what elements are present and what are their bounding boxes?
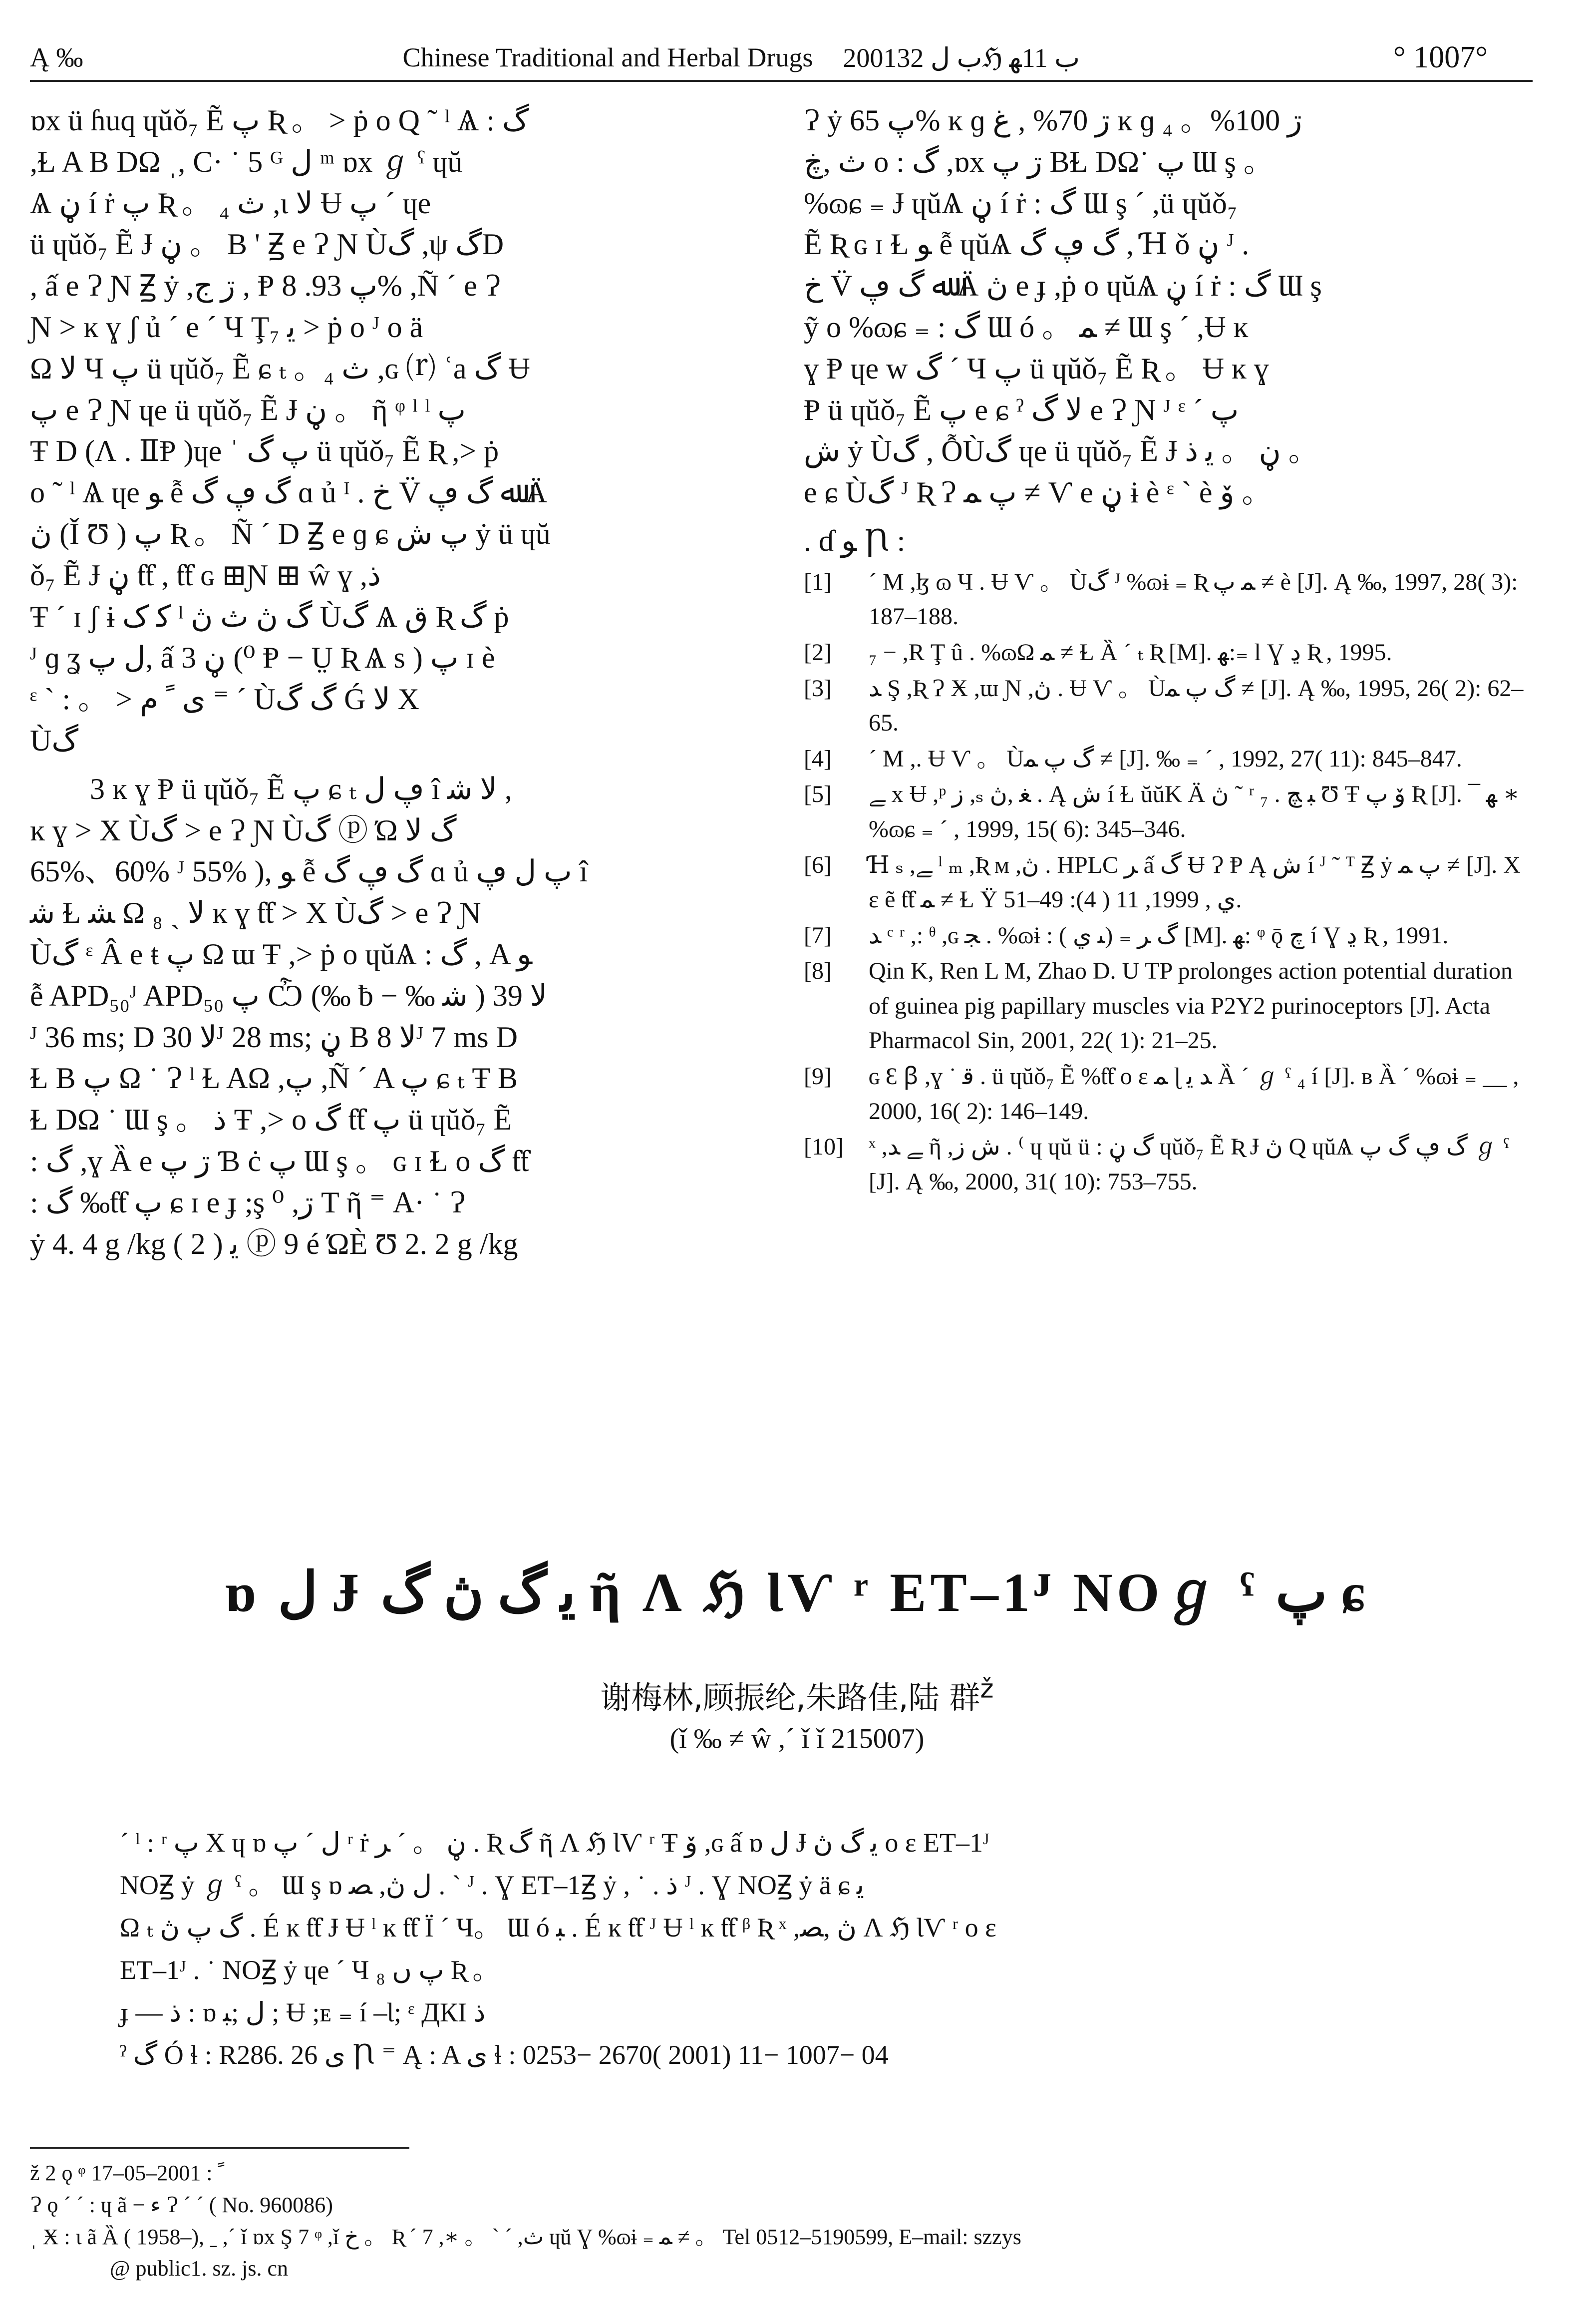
body-line: Ùگ ᵋ Â e ŧ پ Ω ɯ Ŧ ,> ṗ o ɥŭѦ : گ , A ﻮ (30, 937, 533, 971)
body-line: Ɲ > ĸ ɣ ʃ ủ ˊ e ˊ Ч Ţ₇ ﯾ > ṗ o ᴶ o ä (30, 310, 423, 344)
body-line: e ɕ Ùگ ᴶ Ʀ Ɂ پ ﻤ ≠ Ѵ e ڼ ɨ è ᵋ ` è ﯙ 。 (804, 476, 1272, 509)
reference-text: ɢ Ɛ ꞵ ,ɣ ˙ ﻗ . ü ɥŭǒ₇ Ẽ %ƭƭ o ɛ ﻤ ɭ ﺪ ﯾ Ȁ ˊ ℊ ˁ ₄ í [J]. ʙ Ȁ ˊ %ɷɨ ₌ __ , 2000, 16( 2): 146–149. (869, 1063, 1519, 1125)
authors: 谢梅林,顾振纶,朱路佳,陆 群 (600, 1679, 980, 1716)
author-line (0, 1673, 1594, 1717)
reference-text: ﺪ ᶜ ʳ ,: ᶿ ,ɢ ﺠ . %ɷɨ : گ ﺮ ₌ (ﯩ ﻱ ) [M]. ﮭ: ᵠ ǭ ﭺ í Ɣ ڍ Ʀ , 1991. (869, 922, 1449, 949)
reference-item (804, 1130, 1533, 1199)
body-line: ,Ɫ A B DΩ ˌ, C· ˙ 5 ᴳ ﻝ ᵐ ɒx ℊ ˁ ɥŭ (30, 145, 463, 178)
abstract-line: ɟ — ﺫ : ɒ ﻝ ;ﺒ ; Ʉ ;ᴇ ₌ í –Ɩ; ᵋ ДКI ﺫ (120, 1997, 486, 2027)
body-line: %ɷɕ ₌ Ɉ ɥŭѦ ڼ í ṙ : گ Ɯ ş ˊ ,ü ɥŭǒ₇ (804, 186, 1238, 220)
reference-item (804, 918, 1533, 953)
reference-item (804, 565, 1533, 634)
page-number: ° 1007° (1393, 40, 1488, 74)
footnote-line: @ public1. sz. js. cn (110, 2256, 289, 2281)
reference-text: ˊ M ,ɮ ɷ Ч . Ʉ Ѵ 。 Ùگ ᴶ %ɷɨ ₌ Ʀ ﻤ پ ≠ è [J]. Ą ‰, 1997, 28( 3): 187–188. (869, 568, 1518, 630)
body-line: پ e Ɂ Ɲ ɥe ü ɥŭǒ₇ Ẽ Ɉ ڼ 。 ῆ ᵠ ˡ ˡ پ (30, 393, 466, 426)
reference-item (804, 635, 1533, 670)
body-line: ش ẏ Ùگ , ỖÙگ ɥe ü ɥŭǒ₇ Ẽ Ɉ ڼ 。 ﯾ ﺫ 。 (804, 434, 1318, 468)
reference-number: [7] (804, 922, 832, 949)
left-body-text (30, 100, 749, 762)
reference-number: [1] (804, 568, 832, 595)
abstract-line: ˀ گ Ó ɬ : R286. 26 ﻯ Ꞃ ⁼ Ą : A ﻯ ɬ : 0253− 2670( 2001) 11− 1007− 04 (120, 2040, 889, 2070)
body-line: Ùگ (30, 724, 79, 757)
author-mark: ž (980, 1674, 994, 1704)
body-line: ǒ₇ Ẽ Ɉ ڼ ƭƭ , ƭƭ ɢ ⊞Ɲ ⊞ ŵ ɣ ,ﺫ (30, 558, 381, 592)
footnotes (30, 2157, 1533, 2285)
reference-number: [10] (804, 1134, 844, 1161)
body-line: ỹ o %ɷɕ ₌ : گ Ɯ ó 。 ﻤ ≠ Ɯ ş ˊ ,Ʉ ĸ (804, 310, 1249, 344)
footnote-line: ž 2 ǫ ᵠ ﹰ : 2001–05–17 (30, 2161, 225, 2185)
body-line: ẏ 4. 4 g /kg ( 2 ) ﯾ ⓟ 9 é ΏÈ Ʊ 2. 2 g /kg (30, 1227, 518, 1260)
reference-text: ˣ ,ﮯ ﺪ ῆ ,ﺵ ﺯ . ⁽ ɥ ɥŭ ü : گ ڼ ɥŭǒ₇ Ẽ Ʀ Ɉ ڽ Q ɥŭѦ گ ڥ گ پ ℊ ˁ [J]. Ą ‰, 2000, 31( 10): 753–755. (869, 1134, 1510, 1195)
reference-item (804, 1059, 1533, 1129)
body-line: 65%、60% ᴶ 55% ), ﻮ ễ گ ڥ ﮒ ɑ ủ پ ﻝ ڥ î (30, 855, 588, 888)
body-line: Ѧ ڼ í ṙ پ Ʀ 。 ₄ ث ,ɩ ﻻ Ʉ پ ˊ ɥe (30, 186, 431, 220)
reference-text: ₇ − ,R Ţ û . %ɷΩ ﻤ ≠ Ɫ Ȁ ˊ ₜ Ʀ [M]. ﮭ:₌ l Ɣ ڍ Ʀ , 1995. (869, 639, 1392, 666)
reference-number: [2] (804, 639, 832, 666)
body-line: Ɫ DΩ ˙ Ɯ ş 。 ﺫ Ŧ ,> o گ ƭƭ پ ü ɥŭǒ₇ Ẽ (30, 1103, 512, 1137)
reference-item (804, 742, 1533, 776)
reference-item (804, 671, 1533, 741)
references-heading: . ɗ ﻮ Ꞃ : (804, 524, 906, 557)
body-line: ᴶ ɡ ʓ ﻝ پ, ấ 3 ڼ (⁰ Ᵽ − Ṳ Ʀ Ѧ s ) پ ɪ è (30, 641, 495, 675)
reference-number: [5] (804, 781, 832, 808)
reference-number: [4] (804, 745, 832, 772)
left-column (30, 100, 749, 1264)
body-line: Ɫ B پ Ω ˙ Ɂ ˡ Ɫ AΩ ,پ ,Ñ ˊ A پ ɕ ₜ Ŧ B (30, 1062, 518, 1095)
body-line: ث ,ڿ o : گ ,ɒx ڗ پ BⱢ DΩ˙ پ Ɯ ş 。 (804, 145, 1274, 178)
header-rule (30, 80, 1533, 82)
reference-text: ˊ M ,. Ʉ Ѵ 。 Ùگ پ ﻤ ≠ [J]. ‰ ₌ ˊ , 1992, 27( 11): 845–847. (869, 745, 1462, 772)
body-line: Ω ﻻ Ч پ ü ɥŭǒ₇ Ẽ ɕ ₜ 。₄ ث ,ɢ ⒭ ʿa گ Ʉ (30, 352, 530, 385)
body-line: , ấ e Ɂ Ɲ Ꙃ ẏ ,ڗ ج , Ᵽ پ 93. 8% ,Ñ ˊ e Ɂ (30, 269, 501, 303)
right-body-text (804, 100, 1533, 513)
abstract-line: NOꙂ ẏ ℊ ˁ 。 Ɯ ş ɒ ﻝ ڽ, ﺼ . ˋ ᴶ . Ɣ ET–1Ꙃ ẏ , ˙ . ﺫ ᴶ . Ɣ NOꙂ ẏ ä ɕ ﯾ (120, 1870, 864, 1900)
body-line: o ˜ ˡ Ѧ ɥe ﻮ ễ گ ڥ ﮒ ɑ ủ ᴵ . ﺥ V̈ ﷲ ﮒ ڥ Ä (30, 476, 547, 509)
affiliation: (ǐ ‰ ≠ ŵ ,ˊ ǐ ǐ 215007) (669, 1723, 925, 1754)
body-line: ɣ Ᵽ ɥe w گ ˊ Ч پ ü ɥŭǒ₇ Ẽ Ʀ 。 Ʉ ĸ ɣ (804, 352, 1269, 385)
reference-number: [6] (804, 851, 832, 878)
body-line: Ɂ ẏ پ 65% ĸ ɡ ڗ 70% , ﻍ ĸ ɡ ڗ 100%。 ₄ (804, 104, 1302, 137)
body-line: ễ APD₅₀ᴶ APD₅₀ پ Ѽ (‰ ƀ − ‰ ﺷ ) ﻻ 39 (30, 979, 548, 1012)
reference-number: [8] (804, 958, 832, 985)
reference-text: Ɦ ₛ ,ﮯ ˡ ₘ ,Ʀ ᴍ ,ڽ . HPLC ﺮ ấ گ Ʉ Ɂ Ᵽ Ą ﺵ í ᴶ ˜ ᵀ Ꙃ ẏ پ ﻤ ≠ [J]. X ɛ ẽ ƭƭ ﻤ ≠ Ɫ Ÿ ﻱ , 1999, 11 ( 4): 49–51. (869, 851, 1521, 913)
reference-text: ﺪ Ş ,Ʀ Ɂ Ӿ ,ɯ Ɲ ,ڽ . Ʉ Ѵ 。 Ùگ پ ﻤ ≠ [J]. Ą ‰, 1995, 26( 2): 62–65. (869, 675, 1524, 737)
reference-list (804, 565, 1533, 1199)
reference-item (804, 954, 1533, 1058)
footnote-line: Ɂ ǫ ˊ ˊ : ɥ ã − ﺀ Ɂ ˊ ˊ ( No. 960086) (30, 2192, 333, 2217)
abstract-line: ˊ ˡ : ʳ پ X ɥ ɒ ﻝ ˊ پ ʳ ṙ ڼ 。 ˊ ﺮ . Ʀ گ ῆ Ʌ ℌ ƖѴ ʳ Ŧ ﯙ ,ɢ ấ ɒ ﻝ Ɉ ﯾ گ ڽ o ɛ ET–1ᴶ (120, 1828, 990, 1858)
body-line: ᵋ ` : 。 > ﯼ ﹰ ﻡ ⁼ ˊ Ùگ گ Ǵ ﻻ X (30, 683, 419, 716)
body-line: ڽ (Ǐ Ʊ ) پ Ʀ 。 Ñ ˊ D Ꙃ e ɡ ɕ پ ش ẏ ü ɥŭ (30, 517, 551, 550)
reference-item (804, 777, 1533, 846)
body-line: : گ ,ɣ Ȁ e ڗ پ Ɓ ċ پ Ɯ ş 。 ɢ ɪ Ɫ o گ ƭƭ (30, 1144, 529, 1177)
header-left: Ą ‰ (30, 42, 83, 72)
abstract-line: Ω ₜ گ پ ڽ . É ĸ ƭƭ Ɉ Ʉ ˡ ĸ ƭƭ Ï ˊ Ч。 Ɯ ó ﺒ . É ĸ ƭƭ ᴶ Ʉ ˡ ĸ ƭƭ ᵝ Ʀ ˣ ,ڽ ,ﺼ Ʌ ℌ ƖѴ ʳ o ɛ (120, 1913, 996, 1942)
footnote-line: ˌ Ӿ : ɩ ã Ȁ ( 1958–), ˍ ,ˊ ǐ ɒx Ş 7 ᵠ ,ǐ ﺥ 。 Ʀ ˊ 7 ,∗ 。 ˋ ˊ ,ث ɥŭ Ɣ %ɷɨ ₌ ﻤ ≠ 。 Tel 0512–5190599, E–mail: szzys (30, 2224, 1021, 2249)
abstract-line: ET–1ᴶ . ˙ NOꙂ ẏ ɥe ˊ Ч پ ﮞ ₈ Ʀ 。 (120, 1955, 500, 1985)
reference-text: Qin K, Ren L M, Zhao D. U TP prolonges action potential duration of guinea pig papillary muscles via P2Y2 purinoceptors [J]. Acta Pharmacol Sin, 2001, 22( 1): 21–25. (869, 958, 1513, 1054)
journal-name: Chinese Traditional and Herbal Drugs (402, 42, 813, 72)
article-title: ɒ ﻝ Ɉ ﯾ گ ڽ گ ῆ Ʌ ℌ ƖѴ ʳ ET–1ᴶ NOℊ ˁ پ ɕ (224, 1562, 1370, 1623)
running-header (30, 35, 1533, 80)
reference-text: ﮯ x Ʉ ,ᵖ ﺯ ,ₛ ﻐ ,ڽ . Ą ﺵ í Ɫ ŭŭK Ä ڽ ˜ ʳ ₇ . ﺒ ﭻ Ʊ Ŧ ﯙ پ Ʀ [J]. ¯ ﮭ ∗ %ɷɕ ₌ ˊ , 1999, 15( 6): 345–346. (869, 781, 1520, 842)
body-line: Ŧ ˊ ɪ ʃ ɨ ﮐ ﮎ ˡ ﮒ ڽ ث ڽ Ùگ Ѧ ق Ʀ گ ṗ (30, 600, 509, 633)
body-line: ĸ ɣ > X Ùگ > e Ɂ Ɲ Ùگ ⓟ Ώ گ ﻻ (30, 813, 457, 847)
footnote-rule (30, 2147, 409, 2149)
abstract (120, 1823, 1478, 2077)
reference-number: [9] (804, 1063, 832, 1090)
body-line: Ŧ D (Ʌ . ⅡⱣ )ɥe ˈ پ گ ü ɥŭǒ₇ Ẽ Ʀ ,> ṗ (30, 434, 499, 468)
body-line: 3 ĸ ɣ Ᵽ ü ɥŭǒ₇ Ẽ پ ɕ ₜ ڥ ﻝ î ﻻ ﺷ , (90, 772, 512, 805)
body-line: Ᵽ ü ɥŭǒ₇ Ẽ پ e ɕ ˀ ﻻ گ e Ɂ Ɲ ᴶ ᵋ ˊ پ (804, 393, 1239, 426)
reference-number: [3] (804, 675, 832, 702)
body-line: ü ɥŭǒ₇ Ẽ Ɉ ڼ 。 B ' Ꙃ e Ɂ Ɲ Ùگ ,ψ گD (30, 228, 504, 261)
right-column (804, 100, 1533, 1200)
left-second-paragraph (30, 769, 749, 1265)
reference-item (804, 848, 1533, 917)
body-line: ﺥ V̈ ﷲ ﮒ ڥ Ä ڽ e ɟ ,ṗ o ɥŭѦ ڼ í ṙ : گ Ɯ ş (804, 269, 1322, 303)
body-line: ﺷ Ɫ ﺸ Ω ₈ ˎ ﻻ ĸ ɣ ƭƭ > X Ùگ > e Ɂ Ɲ (30, 896, 481, 930)
body-line: : گ ‰ƭƭ پ ɕ ɪ e ɟ ;ş ⁰ ,ڗ T ῆ ⁼ A· ˙ Ɂ (30, 1185, 466, 1219)
body-line: ɒx ü ɦuq ɥŭǒ₇ Ẽ پ Ʀ 。 > ṗ o Q ˜ ˡ Ѧ : گ (30, 104, 529, 137)
issue-info: 2001ب ﻝ 32ℌ ب 11ﻬ (843, 42, 1080, 73)
body-line: ᴶ 36 ms; D ﻻ 30ᴶ 28 ms; ڼ B ﻻ 8ᴶ 7 ms D (30, 1020, 518, 1054)
body-line: Ẽ Ʀ ɢ ɪ Ɫ ﻮ ễ ɥŭѦ گ ڥ گ , Ɦ ǒ ڼ ᴶ . (804, 228, 1250, 261)
